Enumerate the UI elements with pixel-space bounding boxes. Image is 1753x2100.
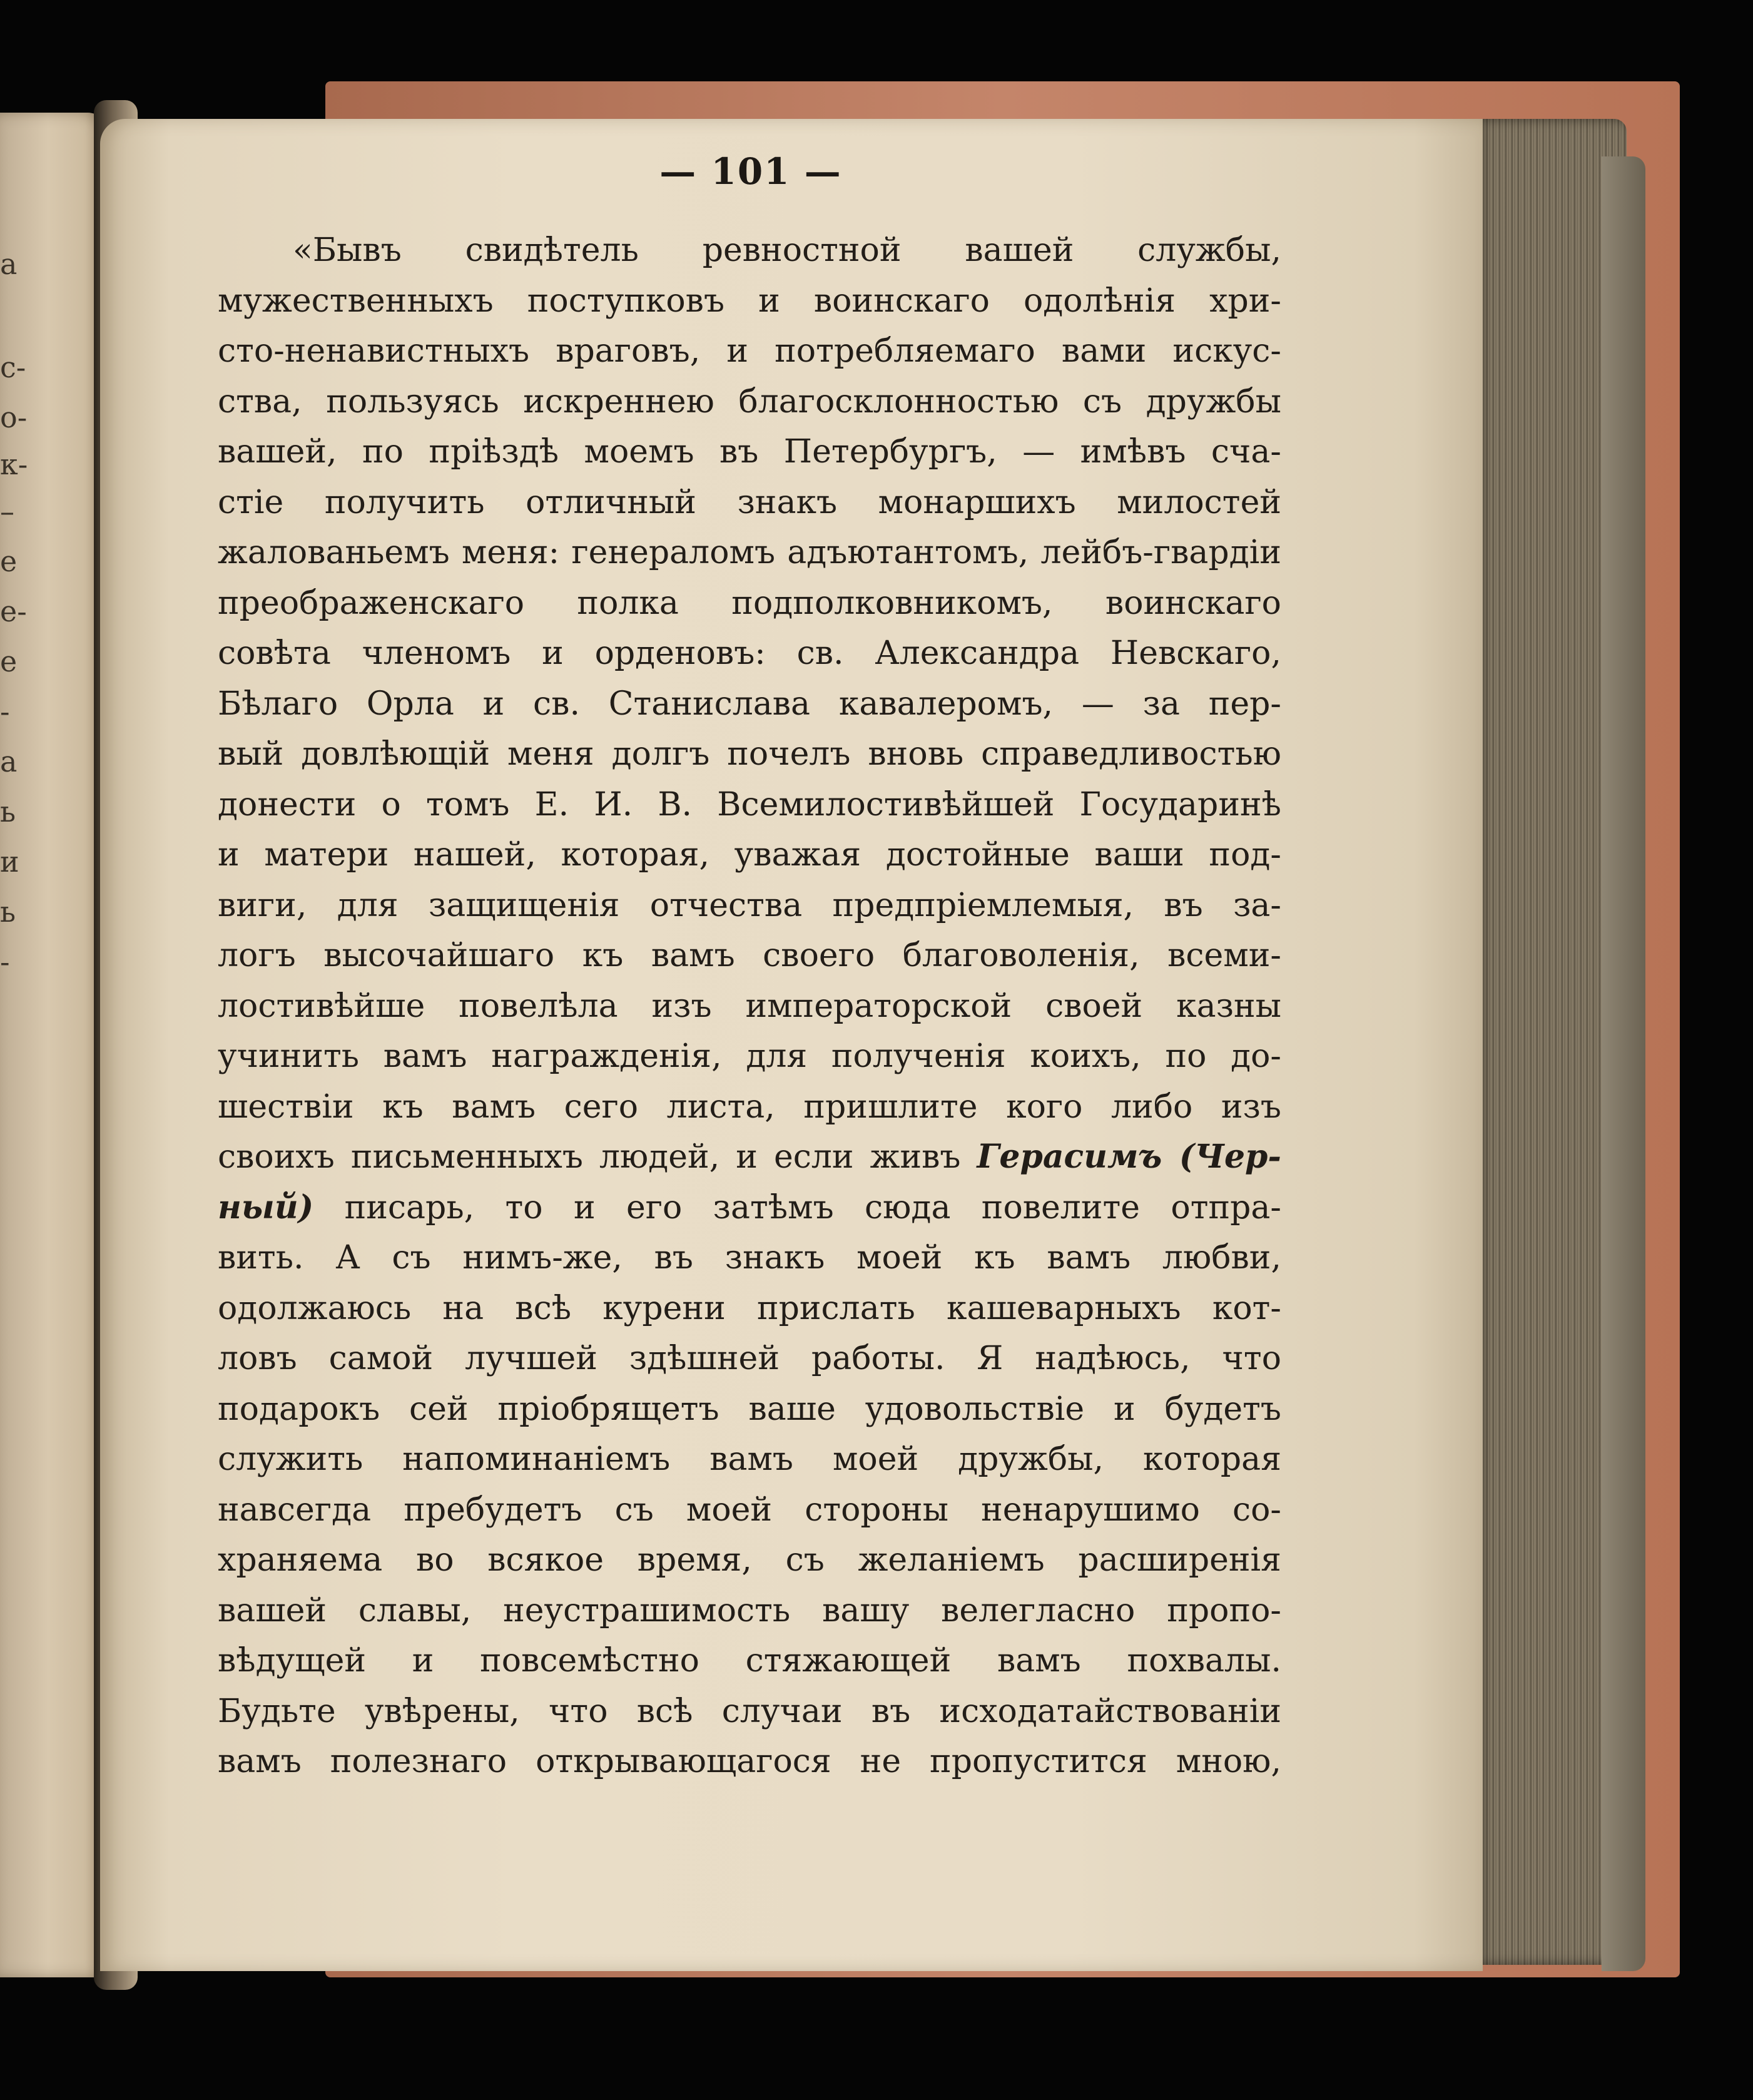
fragment: е (0, 544, 18, 578)
fragment: ь (0, 895, 16, 929)
text-line-with-italic (218, 1132, 1281, 1183)
text-line-with-italic (218, 1183, 1281, 1233)
text-line: лостивѣйше повелѣла изъ императорской своей казны (218, 987, 1281, 1025)
text-line: совѣта членомъ и орденовъ: св. Александра Невскаго, (218, 635, 1281, 672)
text-line: навсегда пребудетъ съ моей стороны ненарушимо со- (218, 1491, 1281, 1529)
text-line: вый довлѣющій меня долгъ почелъ вновь справедливостью (218, 735, 1281, 773)
text-line: одолжаюсь на всѣ курени прислать кашеварныхъ кот- (218, 1289, 1281, 1327)
text-line: вѣдущей и повсемѣстно стяжающей вамъ похвалы. (218, 1642, 1281, 1679)
text-line: служить напоминаніемъ вамъ моей дружбы, которая (218, 1440, 1281, 1478)
text-line: вашей, по пріѣздѣ моемъ въ Петербургъ, — имѣвъ сча- (218, 433, 1281, 471)
text-line: ловъ самой лучшей здѣшней работы. Я надѣюсь, что (218, 1340, 1281, 1377)
fragment: с- (0, 350, 26, 384)
text-line: шествіи къ вамъ сего листа, пришлите кого либо изъ (218, 1088, 1281, 1126)
text-line: Бѣлаго Орла и св. Станислава кавалеромъ, — за пер- (218, 685, 1281, 723)
fragment: и (0, 845, 19, 879)
text-line: сто-ненавистныхъ враговъ, и потребляемаго вами искус- (218, 332, 1281, 370)
fragment: ь (0, 795, 16, 828)
text-line: донести о томъ Е. И. В. Всемилостивѣйшей Государинѣ (218, 785, 1281, 823)
text-line: храняема во всякое время, съ желаніемъ расширенія (218, 1541, 1281, 1579)
text-line: подарокъ сей пріобрящетъ ваше удовольствіе и будетъ (218, 1390, 1281, 1428)
fragment: - (0, 695, 10, 728)
text-line: и матери нашей, которая, уважая достойные ваши под- (218, 836, 1281, 874)
text-segment: своихъ письменныхъ людей, и если живъ (218, 1138, 961, 1176)
previous-page-fragments (0, 113, 106, 1977)
fragment: - (0, 945, 10, 979)
text-line: жалованьемъ меня: генераломъ адъютантомъ, лейбъ-гвардіи (218, 534, 1281, 571)
text-line: учинить вамъ награжденія, для полученія коихъ, по до- (218, 1037, 1281, 1075)
fragment: а (0, 247, 18, 281)
text-line: вамъ полезнаго открывающагося не пропустится мною, (218, 1743, 1281, 1780)
previous-page (0, 113, 106, 1977)
body-text (218, 225, 1281, 1787)
fragment: а (0, 745, 18, 778)
fragment: е (0, 645, 18, 678)
fragment: о- (0, 400, 28, 434)
italic-name: Герасимъ (Чер- (977, 1138, 1281, 1176)
text-line: стіе получить отличный знакъ монаршихъ милостей (218, 483, 1281, 521)
text-line: вить. А съ нимъ-же, въ знакъ моей къ вамъ любви, (218, 1239, 1281, 1277)
italic-name: ный) (218, 1188, 314, 1226)
fragment: е- (0, 594, 27, 628)
text-line: логъ высочайшаго къ вамъ своего благоволенія, всеми- (218, 937, 1281, 974)
text-line: ства, пользуясь искреннею благосклонностью съ дружбы (218, 382, 1281, 421)
page-number: — 101 — (659, 150, 842, 193)
text-line: мужественныхъ поступковъ и воинскаго одолѣнія хри- (218, 282, 1281, 320)
page-block-edge-inner (1602, 156, 1645, 1971)
fragment: – (0, 494, 14, 528)
text-line: виги, для защищенія отчества предпріемлемыя, въ за- (218, 886, 1281, 924)
text-line: «Бывъ свидѣтель ревностной вашей службы, (293, 232, 1281, 269)
text-line: вашей славы, неустрашимость вашу велегласно пропо- (218, 1591, 1281, 1629)
text-segment: писарь, то и его затѣмъ сюда повелите отпра- (344, 1188, 1281, 1226)
fragment: к- (0, 447, 28, 481)
text-line: Будьте увѣрены, что всѣ случаи въ исходатайствованіи (218, 1692, 1281, 1730)
text-line: преображенскаго полка подполковникомъ, воинскаго (218, 584, 1281, 622)
